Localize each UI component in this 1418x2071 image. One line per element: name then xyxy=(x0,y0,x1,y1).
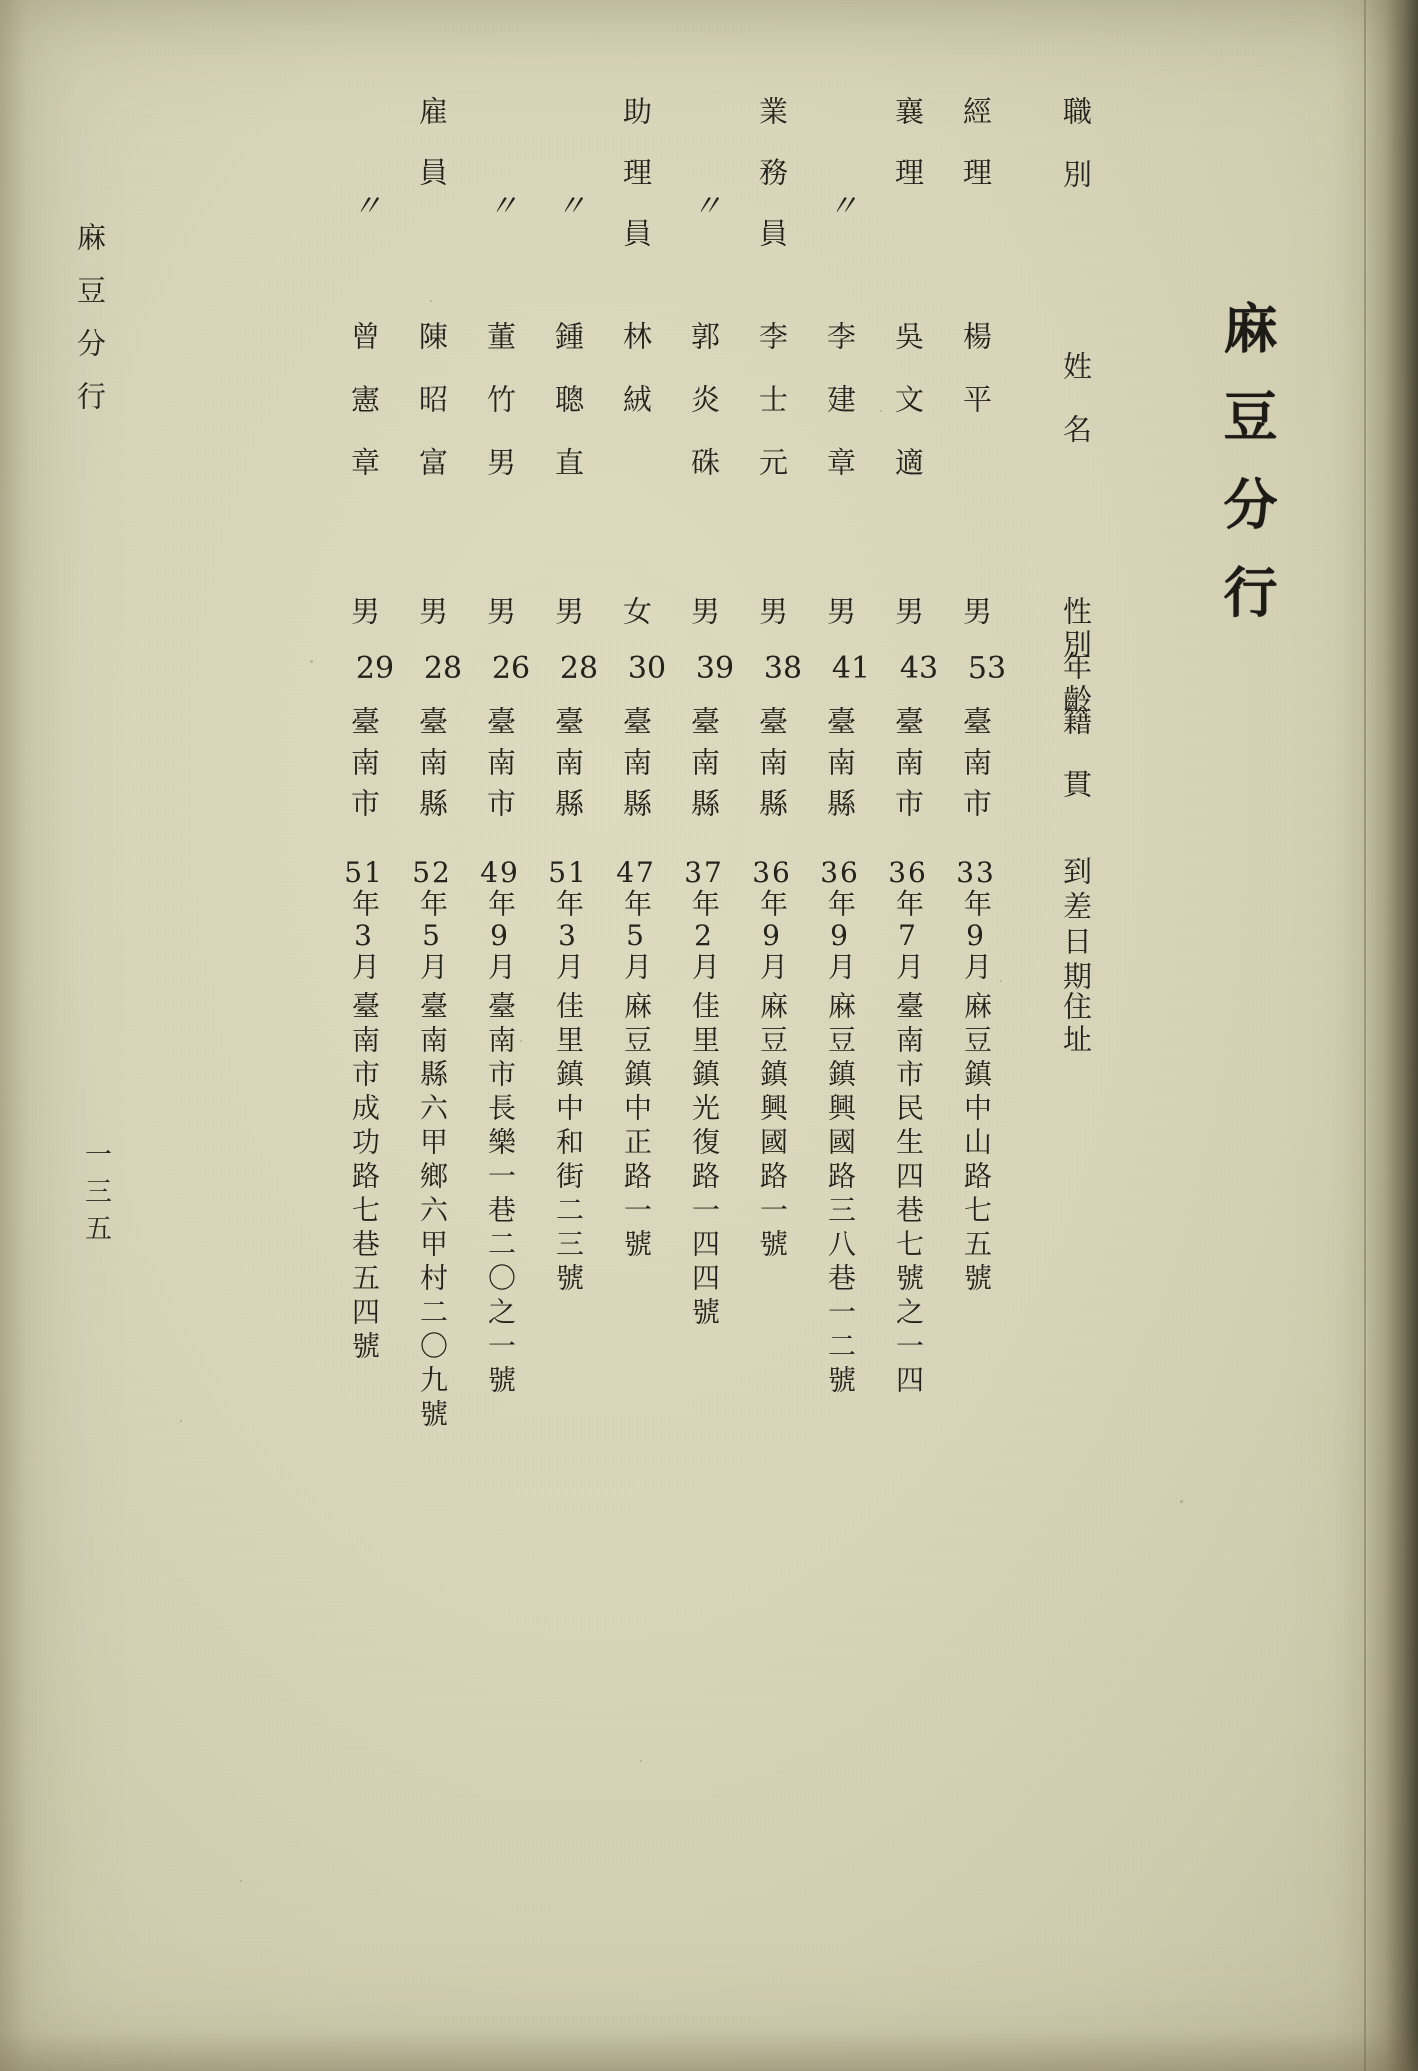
start-date-year: 36 xyxy=(752,856,792,889)
table-header-column xyxy=(1056,96,1118,1576)
cell-name: 郭炎硃 xyxy=(687,321,721,510)
start-date-year: 51 xyxy=(344,856,384,889)
start-date-year: 36 xyxy=(888,856,928,889)
table-header-position: 職別 xyxy=(1059,96,1093,222)
start-date-month-label: 月 xyxy=(484,952,517,982)
cell-origin: 臺南縣 xyxy=(551,706,585,829)
start-date-month-label: 月 xyxy=(688,952,721,982)
start-date-month-label: 月 xyxy=(756,952,789,982)
cell-gender: 男 xyxy=(823,596,857,637)
page-title: 麻豆分行 xyxy=(1215,300,1279,652)
start-date-month-label: 月 xyxy=(960,952,993,982)
cell-name: 吳文適 xyxy=(891,321,925,510)
left-page-edge xyxy=(0,0,26,2071)
ditto-mark: 〃 xyxy=(352,189,382,224)
cell-gender: 男 xyxy=(755,596,789,637)
cell-age: 26 xyxy=(491,651,531,686)
cell-origin: 臺南市 xyxy=(483,706,517,829)
binding-gutter-shadow xyxy=(1332,0,1418,2071)
cell-start-date xyxy=(888,856,928,982)
paper-speck xyxy=(180,1420,182,1422)
ditto-mark: 〃 xyxy=(692,189,722,224)
page-edge-line xyxy=(1364,0,1366,2071)
start-date-month: 2 xyxy=(694,919,714,952)
ditto-mark: 〃 xyxy=(556,189,586,224)
cell-gender: 男 xyxy=(891,596,925,637)
cell-name: 林絨 xyxy=(619,321,653,447)
page-number: 一三五 xyxy=(80,1140,111,1251)
cell-age: 30 xyxy=(627,651,667,686)
start-date-year: 33 xyxy=(956,856,996,889)
start-date-month: 9 xyxy=(490,919,510,952)
start-date-year-label: 年 xyxy=(416,889,449,919)
table-row xyxy=(480,96,542,1996)
cell-address: 麻豆鎮興國路一號 xyxy=(756,991,789,1263)
start-date-year: 51 xyxy=(548,856,588,889)
start-date-month: 5 xyxy=(422,919,442,952)
start-date-year: 52 xyxy=(412,856,452,889)
start-date-month: 3 xyxy=(354,919,374,952)
cell-start-date xyxy=(820,856,860,982)
cell-address: 佳里鎮中和街二三號 xyxy=(552,991,585,1297)
cell-gender: 男 xyxy=(483,596,517,637)
table-row xyxy=(412,96,474,1996)
table-header-address: 住址 xyxy=(1059,991,1093,1057)
cell-age: 53 xyxy=(967,651,1007,686)
table-row xyxy=(548,96,610,1996)
start-date-year-label: 年 xyxy=(620,889,653,919)
cell-name: 董竹男 xyxy=(483,321,517,510)
cell-name: 陳昭富 xyxy=(415,321,449,510)
start-date-year: 37 xyxy=(684,856,724,889)
cell-origin: 臺南市 xyxy=(891,706,925,829)
table-row xyxy=(956,96,1018,1996)
cell-gender: 女 xyxy=(619,596,653,637)
cell-age: 28 xyxy=(559,651,599,686)
start-date-month: 9 xyxy=(830,919,850,952)
table-row xyxy=(344,96,406,1996)
cell-address: 佳里鎮光復路一四四號 xyxy=(688,991,721,1331)
start-date-month-label: 月 xyxy=(620,952,653,982)
table-row xyxy=(820,96,882,1996)
paper-speck xyxy=(1180,1500,1183,1503)
cell-position: 雇員 xyxy=(415,96,449,218)
start-date-year: 47 xyxy=(616,856,656,889)
cell-start-date xyxy=(684,856,724,982)
cell-gender: 男 xyxy=(347,596,381,637)
table-header-gender: 性別 xyxy=(1059,596,1093,662)
start-date-month-label: 月 xyxy=(892,952,925,982)
paper-speck xyxy=(240,1880,242,1882)
cell-address: 臺南市長樂一巷二〇之一號 xyxy=(484,991,517,1399)
start-date-month: 9 xyxy=(966,919,986,952)
start-date-year-label: 年 xyxy=(688,889,721,919)
cell-name: 李建章 xyxy=(823,321,857,510)
start-date-month-label: 月 xyxy=(552,952,585,982)
cell-origin: 臺南市 xyxy=(959,706,993,829)
table-header-origin: 籍貫 xyxy=(1059,706,1093,832)
start-date-year-label: 年 xyxy=(348,889,381,919)
cell-start-date xyxy=(344,856,384,982)
cell-position: 經理 xyxy=(959,96,993,218)
start-date-year-label: 年 xyxy=(552,889,585,919)
cell-start-date xyxy=(752,856,792,982)
cell-start-date xyxy=(412,856,452,982)
start-date-month-label: 月 xyxy=(824,952,857,982)
cell-age: 39 xyxy=(695,651,735,686)
cell-origin: 臺南縣 xyxy=(687,706,721,829)
cell-name: 李士元 xyxy=(755,321,789,510)
cell-start-date xyxy=(480,856,520,982)
cell-gender: 男 xyxy=(687,596,721,637)
table-row xyxy=(752,96,814,1996)
start-date-year: 36 xyxy=(820,856,860,889)
bottom-page-edge xyxy=(0,2031,1418,2071)
table-row xyxy=(616,96,678,1996)
branch-label: 麻豆分行 xyxy=(73,222,107,434)
table-row xyxy=(684,96,746,1996)
start-date-year-label: 年 xyxy=(484,889,517,919)
cell-name: 楊平 xyxy=(959,321,993,447)
cell-start-date xyxy=(548,856,588,982)
cell-gender: 男 xyxy=(551,596,585,637)
cell-address: 臺南市成功路七巷五四號 xyxy=(348,991,381,1365)
cell-origin: 臺南縣 xyxy=(619,706,653,829)
cell-address: 麻豆鎮興國路三八巷一二號 xyxy=(824,991,857,1399)
cell-name: 鍾聰直 xyxy=(551,321,585,510)
table-header-age: 年齡 xyxy=(1059,651,1093,717)
cell-position: 助理員 xyxy=(619,96,653,279)
cell-address: 臺南縣六甲鄉六甲村二〇九號 xyxy=(416,991,449,1433)
table-row xyxy=(888,96,950,1996)
start-date-month-label: 月 xyxy=(416,952,449,982)
start-date-month: 5 xyxy=(626,919,646,952)
start-date-month: 9 xyxy=(762,919,782,952)
cell-origin: 臺南縣 xyxy=(415,706,449,829)
cell-start-date xyxy=(616,856,656,982)
start-date-year-label: 年 xyxy=(756,889,789,919)
cell-age: 41 xyxy=(831,651,871,686)
cell-age: 38 xyxy=(763,651,803,686)
cell-origin: 臺南市 xyxy=(347,706,381,829)
start-date-year-label: 年 xyxy=(824,889,857,919)
cell-address: 臺南市民生四巷七號之一四 xyxy=(892,991,925,1399)
cell-gender: 男 xyxy=(415,596,449,637)
cell-address: 麻豆鎮中正路一號 xyxy=(620,991,653,1263)
ditto-mark: 〃 xyxy=(828,189,858,224)
cell-origin: 臺南縣 xyxy=(755,706,789,829)
table-header-name: 姓名 xyxy=(1059,351,1093,477)
cell-position: 襄理 xyxy=(891,96,925,218)
cell-age: 29 xyxy=(355,651,395,686)
start-date-year-label: 年 xyxy=(892,889,925,919)
start-date-month: 7 xyxy=(898,919,918,952)
paper-speck xyxy=(310,660,313,663)
start-date-year: 49 xyxy=(480,856,520,889)
cell-address: 麻豆鎮中山路七五號 xyxy=(960,991,993,1297)
ditto-mark: 〃 xyxy=(488,189,518,224)
cell-origin: 臺南縣 xyxy=(823,706,857,829)
cell-gender: 男 xyxy=(959,596,993,637)
start-date-year-label: 年 xyxy=(960,889,993,919)
cell-age: 43 xyxy=(899,651,939,686)
table-header-start_date: 到差日期 xyxy=(1059,856,1093,996)
cell-position: 業務員 xyxy=(755,96,789,279)
cell-age: 28 xyxy=(423,651,463,686)
cell-start-date xyxy=(956,856,996,982)
start-date-month: 3 xyxy=(558,919,578,952)
cell-name: 曾憲章 xyxy=(347,321,381,510)
start-date-month-label: 月 xyxy=(348,952,381,982)
